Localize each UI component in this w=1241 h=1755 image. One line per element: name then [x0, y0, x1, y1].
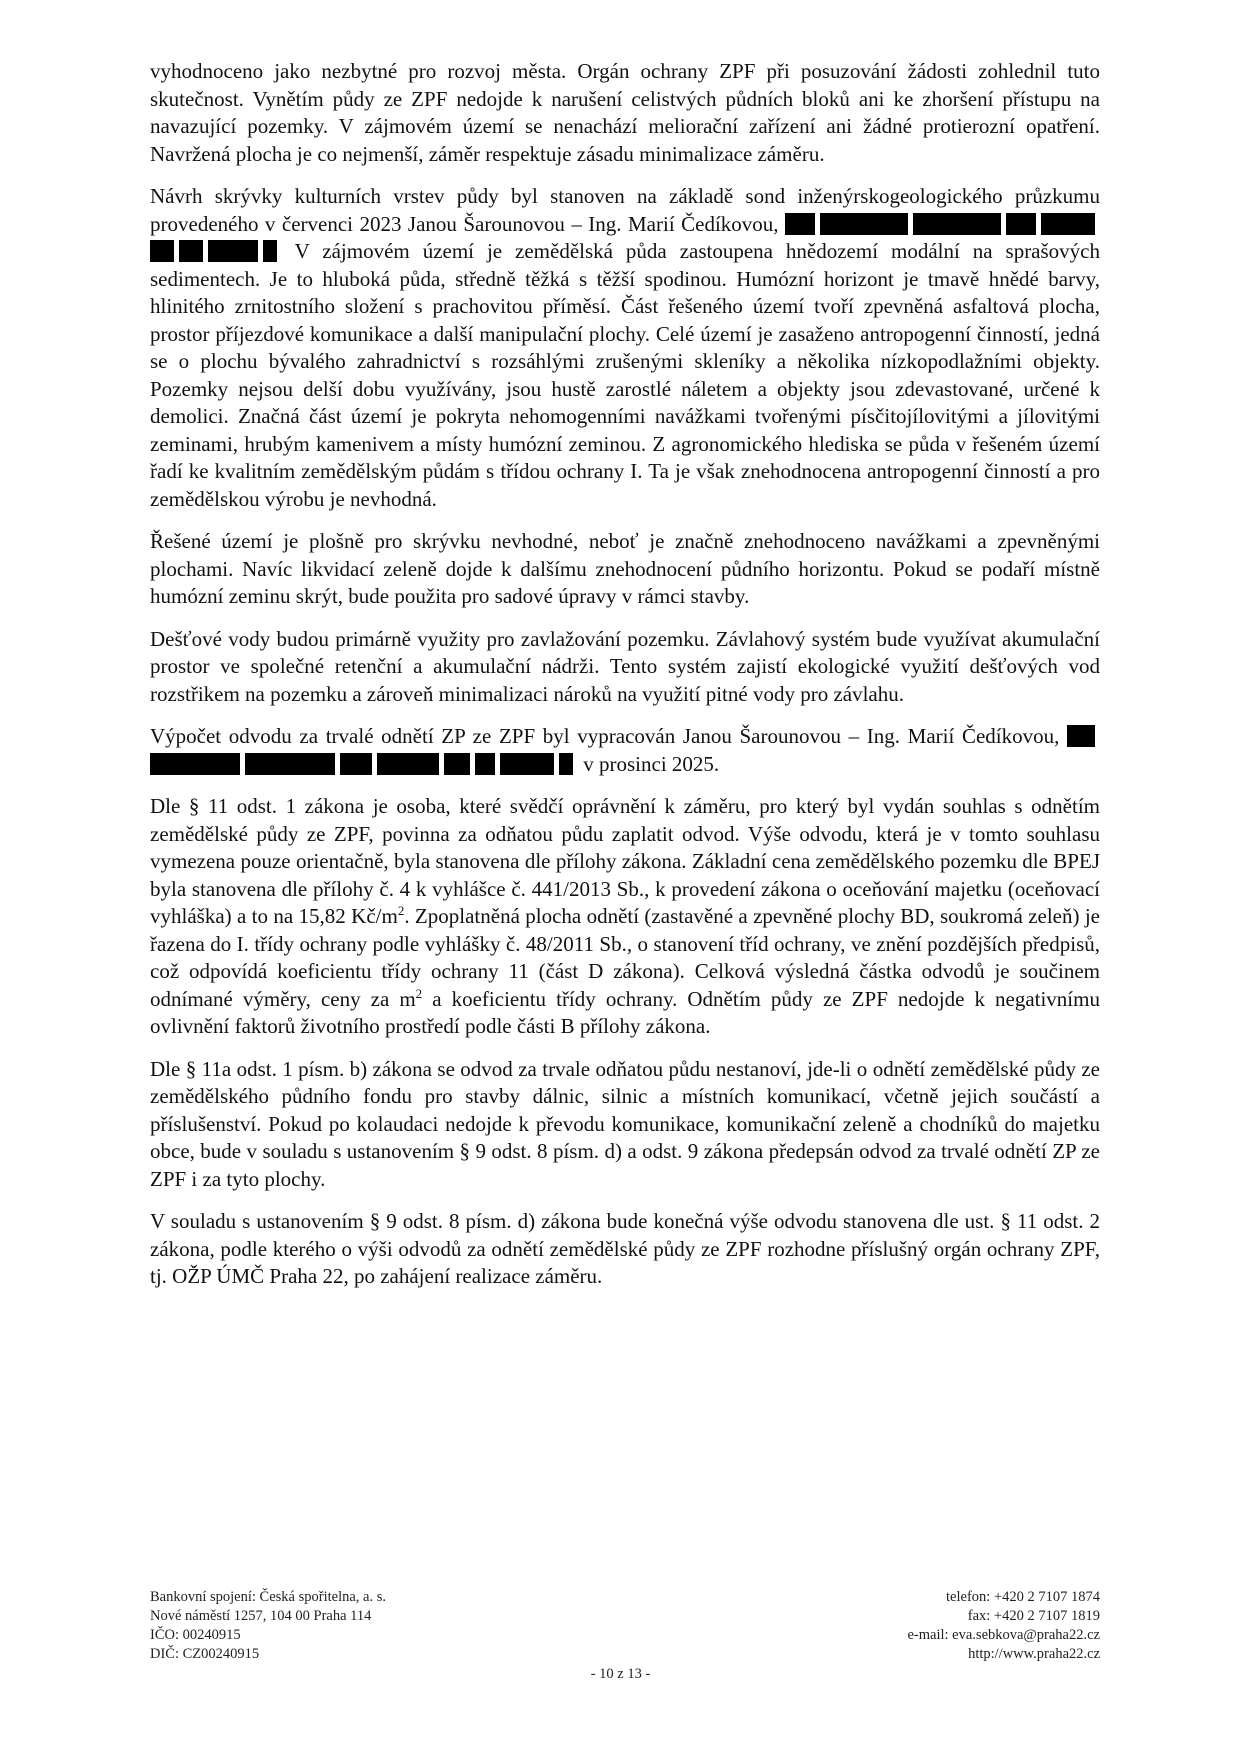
redaction-bar — [340, 753, 372, 775]
redaction-bar — [500, 753, 554, 775]
paragraph-6: Dle § 11 odst. 1 zákona je osoba, které svědčí oprávnění k záměru, pro který byl vydán souhlas s odnětím zemědělské půdy ze ZPF, povinna za odňatou půdu zaplatit odvod. Výše odvodu, která je v tomto souhlasu vymezena pouze orientačně, byla stanovena dle přílohy zákona. Základní cena zemědělského pozemku dle BPEJ byla stanovena dle přílohy č. 4 k vyhlášce č. 441/2013 Sb., k provedení zákona o oceňování majetku (oceňovací vyhláška) a to na 15,82 $Kč/m^2$. Zpoplatněná plocha odnětí (zastavěné a zpevněné plochy BD, soukromá zeleň) je řazena do I. třídy ochrany podle vyhlášky č. 48/2011 Sb., o stanovení tříd ochrany, ve znění pozdějších předpisů, což odpovídá koeficientu třídy ochrany 11 (část D zákona). Celková výsledná částka odvodů je součinem odnímané výměry, ceny za $m^2$ a koeficientu třídy ochrany. Odnětím půdy ze ZPF nedojde k negativnímu ovlivnění faktorů životního prostředí podle části B přílohy zákona. — [150, 794, 1100, 1038]
redaction-bar — [1067, 725, 1095, 747]
redaction-bar — [245, 753, 335, 775]
paragraph-4: Dešťové vody budou primárně využity pro zavlažování pozemku. Závlahový systém bude využívat akumulační prostor ve společné retenční a akumulační nádrži. Tento systém zajistí ekologické využití dešťových vod rozstřikem na pozemku a zároveň minimalizaci nároků na využití pitné vody pro závlahu. — [150, 626, 1100, 706]
footer-email-link[interactable]: e-mail: eva.sebkova@praha22.cz — [907, 1627, 1100, 1643]
paragraph-5: Výpočet odvodu za trvalé odnětí ZP ze ZPF byl vypracován Janou Šarounovou – Ing. Marií Čedíkovou, v prosinci 2025. — [150, 723, 1100, 778]
paragraph-3: Řešené území je plošně pro skrývku nevhodné, neboť je značně znehodnoceno navážkami a zpevněnými plochami. Navíc likvidací zeleně dojde k dalšímu znehodnocení půdního horizontu. Pokud se podaří místně humózní zeminu skrýt, bude použita pro sadové úpravy v rámci stavby. — [150, 529, 1100, 608]
footer-bank-info: Bankovní spojení: Česká spořitelna, a. s. Nové náměstí 1257, 104 00 Praha 114 IČO: 00240915 DIČ: CZ00240915 — [150, 1589, 386, 1662]
redaction-bar — [179, 240, 203, 262]
page-number: - 10 z 13 - — [590, 1666, 651, 1682]
footer-website-link[interactable]: http://www.praha22.cz — [968, 1646, 1100, 1662]
redaction-bar — [150, 240, 174, 262]
redaction-bar — [559, 753, 573, 775]
redaction-bar — [820, 213, 908, 235]
redaction-bar — [377, 753, 439, 775]
body-text — [150, 58, 1100, 1306]
paragraph-7: Dle § 11a odst. 1 písm. b) zákona se odvod za trvale odňatou půdu nestanoví, jde-li o odnětí zemědělské půdy ze zemědělského půdního fondu pro stavby dálnic, silnic a místních komunikací, včetně jejich součástí a příslušenství. Pokud po kolaudaci nedojde k převodu komunikace, komunikační zeleně a chodníků do majetku obce, bude v souladu s ustanovením § 9 odst. 8 písm. d) a odst. 9 zákona předepsán odvod za trvalé odnětí ZP ze ZPF i za tyto plochy. — [150, 1056, 1100, 1191]
paragraph-8: V souladu s ustanovením § 9 odst. 8 písm. d) zákona bude konečná výše odvodu stanovena dle ust. § 11 odst. 2 zákona, podle kterého o výši odvodů za odnětí zemědělské půdy ze ZPF rozhodne příslušný orgán ochrany ZPF, tj. OŽP ÚMČ Praha 22, po zahájení realizace záměru. — [150, 1209, 1100, 1288]
footer-contact-info: telefon: +420 2 7107 1874 fax: +420 2 7107 1819 e-mail: eva.sebkova@praha22.cz http://www.praha22.cz — [907, 1589, 1100, 1662]
redaction-bar — [208, 240, 258, 262]
paragraph-2: Návrh skrývky kulturních vrstev půdy byl stanoven na základě sond inženýrskogeologického průzkumu provedeného v červenci 2023 Janou Šarounovou – Ing. Marií Čedíkovou, V zájmovém území je zemědělská půda zastoupena hnědozemí modální na sprašových sedimentech. Je to hluboká půda, středně těžká s těžší spodinou. Humózní horizont je tmavě hnědé barvy, hlinitého zrnitostního složení s prachovitou příměsí. Část řešeného území tvoří zpevněná asfaltová plocha, prostor příjezdové komunikace a další manipulační plochy. Celé území je zasaženo antropogenní činností, jedná se o plochu bývalého zahradnictví s rozsáhlými zrušenými skleníky a několika nízkopodlažními objekty. Pozemky nejsou delší dobu využívány, jsou hustě zarostlé náletem a objekty jsou zdevastované, určené k demolici. Značná část území je pokryta nehomogenními navážkami tvořenými písčitojílovitými a jílovitými zeminami, hrubým kamenivem a místy humózní zeminou. Z agronomického hlediska se půda v řešeném území řadí ke kvalitním zemědělským půdám s třídou ochrany I. Ta je však znehodnocena antropogenní činností a pro zemědělskou výrobu je nevhodná. — [150, 184, 1100, 511]
redaction-bar — [475, 753, 495, 775]
redaction-bar — [913, 213, 1001, 235]
redaction-bar — [150, 753, 240, 775]
redaction-bar — [263, 240, 277, 262]
redaction-bar — [444, 753, 470, 775]
redaction-bar — [1006, 213, 1036, 235]
paragraph-1: vyhodnoceno jako nezbytné pro rozvoj města. Orgán ochrany ZPF při posuzování žádosti zohlednil tuto skutečnost. Vynětím půdy ze ZPF nedojde k narušení celistvých půdních bloků ani ke zhoršení přístupu na navazující pozemky. V zájmovém území se nenachází meliorační zařízení ani žádné protierozní opatření. Navržená plocha je co nejmenší, záměr respektuje zásadu minimalizace záměru. — [150, 59, 1100, 166]
redaction-bar — [1041, 213, 1095, 235]
redaction-bar — [785, 213, 815, 235]
